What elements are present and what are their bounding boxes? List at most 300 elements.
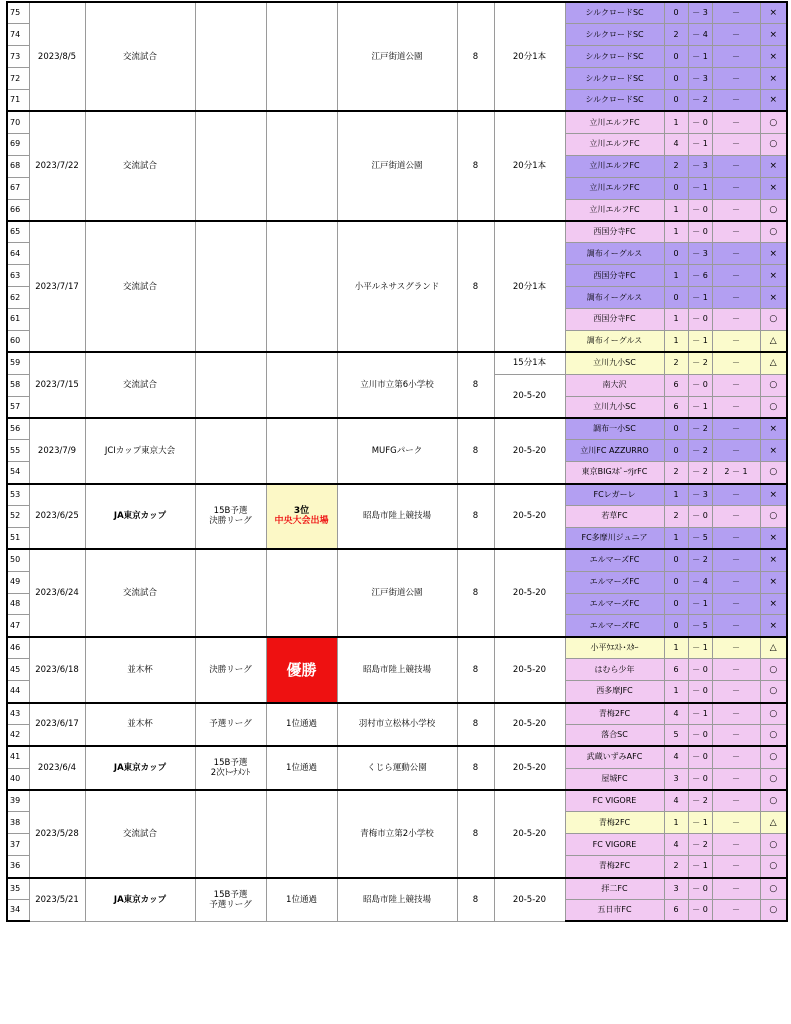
opponent-name: エルマーズFC xyxy=(565,571,664,593)
stage-line: 15B予選 xyxy=(213,889,248,900)
match-row xyxy=(7,484,787,506)
pk-score: － xyxy=(712,768,760,790)
stage-line: 予選リーグ xyxy=(209,899,252,910)
tournament-stage xyxy=(195,418,266,484)
goals-for: 2 xyxy=(664,155,688,177)
match-number: 39 xyxy=(7,790,29,812)
opponent-name: シルクロードSC xyxy=(565,68,664,90)
pk-score: － xyxy=(712,615,760,637)
tournament-outcome xyxy=(266,418,337,484)
opponent-name: はむら少年 xyxy=(565,659,664,681)
match-number: 72 xyxy=(7,68,29,90)
venue: くじら運動公園 xyxy=(337,746,457,790)
pk-score: － xyxy=(712,90,760,112)
goals-for: 0 xyxy=(664,46,688,68)
match-row xyxy=(7,549,787,571)
match-number: 35 xyxy=(7,878,29,900)
goals-for: 1 xyxy=(664,484,688,506)
pk-score: － xyxy=(712,133,760,155)
opponent-name: 立川エルフFC xyxy=(565,199,664,221)
goals-against: － 0 xyxy=(688,900,712,922)
goals-against: － 1 xyxy=(688,593,712,615)
players-count: 8 xyxy=(457,703,494,747)
goals-against: － 0 xyxy=(688,308,712,330)
pk-score: － xyxy=(712,637,760,659)
pk-score: － xyxy=(712,549,760,571)
goals-against: － 0 xyxy=(688,221,712,243)
venue: 江戸街道公園 xyxy=(337,111,457,220)
result-mark: ○ xyxy=(760,111,787,133)
tournament-outcome xyxy=(266,484,337,550)
pk-score: － xyxy=(712,330,760,352)
goals-for: 4 xyxy=(664,703,688,725)
goals-against: － 2 xyxy=(688,418,712,440)
goals-against: － 0 xyxy=(688,681,712,703)
result-mark: × xyxy=(760,440,787,462)
opponent-name: 立川FC AZZURRO xyxy=(565,440,664,462)
goals-for: 4 xyxy=(664,133,688,155)
match-date: 2023/7/17 xyxy=(29,221,85,352)
goals-for: 0 xyxy=(664,549,688,571)
match-duration: 20-5-20 xyxy=(494,484,565,550)
opponent-name: シルクロードSC xyxy=(565,24,664,46)
opponent-name: シルクロードSC xyxy=(565,46,664,68)
tournament-name: JA東京カップ xyxy=(85,484,195,550)
tournament-outcome: 1位通過 xyxy=(266,878,337,922)
tournament-name: 並木杯 xyxy=(85,637,195,703)
opponent-name: 五日市FC xyxy=(565,900,664,922)
tournament-stage xyxy=(195,484,266,550)
opponent-name: シルクロードSC xyxy=(565,2,664,24)
match-date: 2023/7/9 xyxy=(29,418,85,484)
match-number: 64 xyxy=(7,243,29,265)
goals-for: 2 xyxy=(664,24,688,46)
result-mark: △ xyxy=(760,637,787,659)
tournament-outcome xyxy=(266,221,337,352)
result-mark: ○ xyxy=(760,900,787,922)
players-count: 8 xyxy=(457,111,494,220)
pk-score: － xyxy=(712,199,760,221)
match-duration: 20-5-20 xyxy=(494,790,565,878)
result-mark: × xyxy=(760,287,787,309)
result-mark: ○ xyxy=(760,199,787,221)
result-mark: × xyxy=(760,265,787,287)
goals-for: 4 xyxy=(664,790,688,812)
goals-against: － 5 xyxy=(688,615,712,637)
players-count: 8 xyxy=(457,2,494,111)
result-mark: × xyxy=(760,90,787,112)
goals-against: － 0 xyxy=(688,374,712,396)
players-count: 8 xyxy=(457,352,494,418)
result-mark: ○ xyxy=(760,703,787,725)
match-date: 2023/5/28 xyxy=(29,790,85,878)
pk-score: － xyxy=(712,111,760,133)
result-mark: ○ xyxy=(760,878,787,900)
match-number: 43 xyxy=(7,703,29,725)
opponent-name: エルマーズFC xyxy=(565,593,664,615)
match-number: 34 xyxy=(7,900,29,922)
venue: 昭島市陸上競技場 xyxy=(337,484,457,550)
goals-against: － 1 xyxy=(688,856,712,878)
match-number: 41 xyxy=(7,746,29,768)
pk-score: － xyxy=(712,265,760,287)
match-number: 58 xyxy=(7,374,29,396)
match-duration: 20分1本 xyxy=(494,221,565,352)
goals-for: 2 xyxy=(664,352,688,374)
match-number: 73 xyxy=(7,46,29,68)
goals-against: － 2 xyxy=(688,90,712,112)
match-row xyxy=(7,111,787,133)
match-row xyxy=(7,746,787,768)
goals-for: 6 xyxy=(664,900,688,922)
match-date: 2023/6/17 xyxy=(29,703,85,747)
pk-score: － xyxy=(712,221,760,243)
players-count: 8 xyxy=(457,746,494,790)
opponent-name: 西国分寺FC xyxy=(565,308,664,330)
tournament-name: 交流試合 xyxy=(85,2,195,111)
match-date: 2023/5/21 xyxy=(29,878,85,922)
opponent-name: 東京BIGｽﾎﾟｰﾂjrFC xyxy=(565,462,664,484)
goals-against: － 2 xyxy=(688,790,712,812)
tournament-stage xyxy=(195,878,266,922)
match-number: 52 xyxy=(7,505,29,527)
goals-for: 4 xyxy=(664,834,688,856)
match-number: 48 xyxy=(7,593,29,615)
opponent-name: 立川九小SC xyxy=(565,352,664,374)
result-mark: ○ xyxy=(760,856,787,878)
goals-against: － 1 xyxy=(688,812,712,834)
opponent-name: 調布イーグルス xyxy=(565,330,664,352)
opponent-name: 屋城FC xyxy=(565,768,664,790)
opponent-name: 若草FC xyxy=(565,505,664,527)
tournament-stage xyxy=(195,111,266,220)
pk-score: － xyxy=(712,505,760,527)
opponent-name: FC多摩川ジュニア xyxy=(565,527,664,549)
pk-score: － xyxy=(712,287,760,309)
tournament-outcome xyxy=(266,352,337,418)
pk-score: － xyxy=(712,374,760,396)
stage-line: 決勝リーグ xyxy=(209,516,252,527)
match-duration: 20-5-20 xyxy=(494,549,565,637)
match-number: 53 xyxy=(7,484,29,506)
goals-against: － 5 xyxy=(688,527,712,549)
result-mark: ○ xyxy=(760,133,787,155)
pk-score: － xyxy=(712,681,760,703)
pk-score: － xyxy=(712,812,760,834)
goals-for: 6 xyxy=(664,659,688,681)
pk-score: － xyxy=(712,659,760,681)
result-mark: ○ xyxy=(760,462,787,484)
goals-for: 6 xyxy=(664,396,688,418)
players-count: 8 xyxy=(457,790,494,878)
goals-against: － 3 xyxy=(688,2,712,24)
stage-line: 2次ﾄｰﾅﾒﾝﾄ xyxy=(210,768,251,779)
goals-against: － 0 xyxy=(688,505,712,527)
result-mark: ○ xyxy=(760,659,787,681)
venue: 小平ルネサスグランド xyxy=(337,221,457,352)
opponent-name: 立川エルフFC xyxy=(565,177,664,199)
venue: 江戸街道公園 xyxy=(337,549,457,637)
match-number: 57 xyxy=(7,396,29,418)
result-mark: ○ xyxy=(760,505,787,527)
match-number: 68 xyxy=(7,155,29,177)
opponent-name: 立川エルフFC xyxy=(565,133,664,155)
goals-for: 1 xyxy=(664,199,688,221)
opponent-name: 青梅2FC xyxy=(565,856,664,878)
goals-for: 1 xyxy=(664,265,688,287)
opponent-name: 調布一小SC xyxy=(565,418,664,440)
goals-for: 0 xyxy=(664,615,688,637)
pk-score: － xyxy=(712,724,760,746)
goals-for: 0 xyxy=(664,287,688,309)
match-date: 2023/6/18 xyxy=(29,637,85,703)
result-mark: ○ xyxy=(760,374,787,396)
pk-score: － xyxy=(712,440,760,462)
match-number: 69 xyxy=(7,133,29,155)
venue: 立川市立第6小学校 xyxy=(337,352,457,418)
tournament-stage xyxy=(195,2,266,111)
match-number: 56 xyxy=(7,418,29,440)
goals-for: 1 xyxy=(664,221,688,243)
goals-against: － 1 xyxy=(688,396,712,418)
goals-against: － 0 xyxy=(688,659,712,681)
match-number: 62 xyxy=(7,287,29,309)
goals-for: 6 xyxy=(664,374,688,396)
opponent-name: 立川エルフFC xyxy=(565,111,664,133)
match-number: 45 xyxy=(7,659,29,681)
tournament-name: 交流試合 xyxy=(85,111,195,220)
match-row xyxy=(7,878,787,900)
goals-against: － 0 xyxy=(688,878,712,900)
goals-against: － 2 xyxy=(688,834,712,856)
match-duration: 20分1本 xyxy=(494,111,565,220)
opponent-name: エルマーズFC xyxy=(565,549,664,571)
match-number: 61 xyxy=(7,308,29,330)
goals-for: 0 xyxy=(664,2,688,24)
result-mark: ○ xyxy=(760,746,787,768)
match-number: 74 xyxy=(7,24,29,46)
goals-against: － 0 xyxy=(688,199,712,221)
pk-score: － xyxy=(712,571,760,593)
match-date: 2023/8/5 xyxy=(29,2,85,111)
goals-for: 5 xyxy=(664,724,688,746)
goals-for: 3 xyxy=(664,768,688,790)
result-mark: × xyxy=(760,418,787,440)
opponent-name: 南大沢 xyxy=(565,374,664,396)
match-number: 54 xyxy=(7,462,29,484)
venue: 羽村市立松林小学校 xyxy=(337,703,457,747)
match-number: 46 xyxy=(7,637,29,659)
pk-score: － xyxy=(712,790,760,812)
goals-for: 1 xyxy=(664,812,688,834)
opponent-name: 西国分寺FC xyxy=(565,265,664,287)
result-mark: × xyxy=(760,46,787,68)
venue: MUFGパーク xyxy=(337,418,457,484)
venue: 昭島市陸上競技場 xyxy=(337,878,457,922)
result-mark: × xyxy=(760,24,787,46)
match-number: 55 xyxy=(7,440,29,462)
opponent-name: 立川エルフFC xyxy=(565,155,664,177)
tournament-outcome xyxy=(266,549,337,637)
result-mark: × xyxy=(760,177,787,199)
result-mark: × xyxy=(760,571,787,593)
goals-against: － 2 xyxy=(688,549,712,571)
stage-line: 決勝リーグ xyxy=(209,664,252,675)
goals-against: － 2 xyxy=(688,440,712,462)
result-mark: △ xyxy=(760,812,787,834)
opponent-name: 調布イーグルス xyxy=(565,243,664,265)
goals-against: － 2 xyxy=(688,462,712,484)
result-mark: × xyxy=(760,615,787,637)
goals-for: 2 xyxy=(664,856,688,878)
match-duration: 20-5-20 xyxy=(494,418,565,484)
tournament-outcome xyxy=(266,2,337,111)
pk-score: － xyxy=(712,352,760,374)
goals-against: － 2 xyxy=(688,352,712,374)
goals-against: － 1 xyxy=(688,46,712,68)
opponent-name: 西国分寺FC xyxy=(565,221,664,243)
goals-for: 0 xyxy=(664,593,688,615)
goals-against: － 1 xyxy=(688,703,712,725)
tournament-stage xyxy=(195,221,266,352)
goals-against: － 4 xyxy=(688,24,712,46)
result-mark: △ xyxy=(760,352,787,374)
players-count: 8 xyxy=(457,221,494,352)
match-number: 49 xyxy=(7,571,29,593)
match-date: 2023/6/4 xyxy=(29,746,85,790)
opponent-name: FCレガーレ xyxy=(565,484,664,506)
match-duration: 15分1本 xyxy=(494,352,565,374)
opponent-name: 武蔵いずみAFC xyxy=(565,746,664,768)
match-duration: 20-5-20 xyxy=(494,746,565,790)
tournament-name: JA東京カップ xyxy=(85,746,195,790)
match-duration: 20-5-20 xyxy=(494,637,565,703)
goals-for: 1 xyxy=(664,111,688,133)
match-number: 47 xyxy=(7,615,29,637)
goals-for: 0 xyxy=(664,243,688,265)
players-count: 8 xyxy=(457,637,494,703)
opponent-name: 小平ｳｴｽﾄ･ｽﾀｰ xyxy=(565,637,664,659)
goals-for: 1 xyxy=(664,330,688,352)
pk-score: － xyxy=(712,418,760,440)
pk-score: 2 － 1 xyxy=(712,462,760,484)
tournament-outcome: 優勝 xyxy=(266,637,337,703)
goals-for: 0 xyxy=(664,177,688,199)
stage-line: 予選リーグ xyxy=(209,719,252,730)
goals-against: － 4 xyxy=(688,571,712,593)
goals-for: 2 xyxy=(664,505,688,527)
tournament-name: 並木杯 xyxy=(85,703,195,747)
tournament-outcome: 1位通過 xyxy=(266,703,337,747)
result-mark: ○ xyxy=(760,681,787,703)
result-mark: ○ xyxy=(760,768,787,790)
result-mark: × xyxy=(760,2,787,24)
match-row xyxy=(7,790,787,812)
match-row xyxy=(7,352,787,374)
pk-score: － xyxy=(712,878,760,900)
result-mark: ○ xyxy=(760,724,787,746)
match-row xyxy=(7,221,787,243)
venue: 青梅市立第2小学校 xyxy=(337,790,457,878)
match-date: 2023/7/22 xyxy=(29,111,85,220)
goals-against: － 3 xyxy=(688,484,712,506)
pk-score: － xyxy=(712,68,760,90)
goals-for: 1 xyxy=(664,681,688,703)
goals-for: 0 xyxy=(664,571,688,593)
match-row xyxy=(7,637,787,659)
tournament-stage xyxy=(195,790,266,878)
tournament-name: 交流試合 xyxy=(85,549,195,637)
match-date: 2023/7/15 xyxy=(29,352,85,418)
tournament-stage xyxy=(195,703,266,747)
goals-for: 0 xyxy=(664,90,688,112)
pk-score: － xyxy=(712,46,760,68)
result-mark: × xyxy=(760,155,787,177)
match-duration: 20分1本 xyxy=(494,2,565,111)
pk-score: － xyxy=(712,593,760,615)
pk-score: － xyxy=(712,308,760,330)
match-duration: 20-5-20 xyxy=(494,703,565,747)
tournament-outcome xyxy=(266,790,337,878)
players-count: 8 xyxy=(457,484,494,550)
match-number: 51 xyxy=(7,527,29,549)
match-date: 2023/6/24 xyxy=(29,549,85,637)
goals-against: － 0 xyxy=(688,111,712,133)
pk-score: － xyxy=(712,834,760,856)
goals-for: 1 xyxy=(664,308,688,330)
result-mark: × xyxy=(760,68,787,90)
match-number: 44 xyxy=(7,681,29,703)
goals-against: － 0 xyxy=(688,746,712,768)
opponent-name: 拝二FC xyxy=(565,878,664,900)
match-number: 40 xyxy=(7,768,29,790)
opponent-name: 調布イーグルス xyxy=(565,287,664,309)
pk-score: － xyxy=(712,527,760,549)
tournament-name: JCIカップ東京大会 xyxy=(85,418,195,484)
tournament-outcome: 1位通過 xyxy=(266,746,337,790)
opponent-name: シルクロードSC xyxy=(565,90,664,112)
goals-for: 0 xyxy=(664,68,688,90)
players-count: 8 xyxy=(457,878,494,922)
match-duration: 20-5-20 xyxy=(494,878,565,922)
match-number: 67 xyxy=(7,177,29,199)
match-row xyxy=(7,703,787,725)
match-number: 38 xyxy=(7,812,29,834)
opponent-name: 青梅2FC xyxy=(565,812,664,834)
match-number: 71 xyxy=(7,90,29,112)
pk-score: － xyxy=(712,856,760,878)
tournament-stage xyxy=(195,746,266,790)
pk-score: － xyxy=(712,900,760,922)
goals-against: － 0 xyxy=(688,724,712,746)
match-number: 42 xyxy=(7,724,29,746)
goals-for: 3 xyxy=(664,878,688,900)
match-number: 63 xyxy=(7,265,29,287)
goals-against: － 3 xyxy=(688,68,712,90)
goals-for: 4 xyxy=(664,746,688,768)
goals-for: 1 xyxy=(664,527,688,549)
goals-for: 1 xyxy=(664,637,688,659)
pk-score: － xyxy=(712,703,760,725)
result-mark: △ xyxy=(760,330,787,352)
goals-against: － 1 xyxy=(688,133,712,155)
tournament-name: 交流試合 xyxy=(85,221,195,352)
match-number: 59 xyxy=(7,352,29,374)
match-number: 75 xyxy=(7,2,29,24)
pk-score: － xyxy=(712,2,760,24)
opponent-name: 立川九小SC xyxy=(565,396,664,418)
goals-against: － 0 xyxy=(688,768,712,790)
